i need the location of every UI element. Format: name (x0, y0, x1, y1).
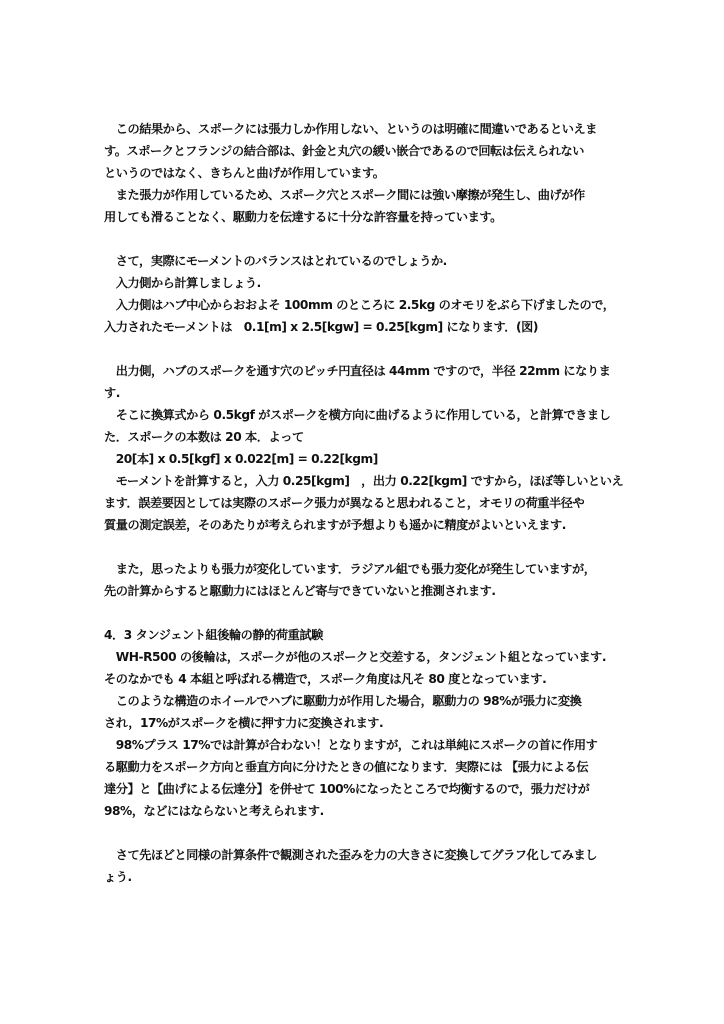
blank-line (104, 228, 622, 250)
paragraph-line: このような構造のホイールでハブに駆動力が作用した場合，駆動力の 98%が張力に変換 (104, 694, 582, 708)
paragraph-line: 入力されたモーメントは 0.1[m] x 2.5[kgw] = 0.25[kgm] になります．(図) (104, 320, 538, 334)
paragraph-line: そこに換算式から 0.5kgf がスポークを横方向に曲げるように作用している，と計算できまし (104, 408, 611, 422)
paragraph-line: さて，実際にモーメントのバランスはとれているのでしょうか. (104, 254, 447, 268)
paragraph-line: 達分】と【曲げによる伝達分】を併せて 100%になったところで均衡するので，張力だけが (104, 782, 590, 796)
paragraph-line: というのではなく、きちんと曲げが作用しています。 (104, 166, 385, 180)
paragraph-line: た．スポークの本数は 20 本．よって (104, 430, 304, 444)
blank-line (104, 338, 622, 360)
paragraph-line: 入力側から計算しましょう. (104, 276, 261, 290)
paragraph-line: ょう. (104, 870, 132, 884)
paragraph-line: さて先ほどと同様の計算条件で観測された歪みを力の大きさに変換してグラフ化してみまし (104, 848, 597, 862)
section-heading: 4．3 タンジェント組後輪の静的荷重試験 (104, 628, 323, 642)
formula-line: 20[本] x 0.5[kgf] x 0.022[m] = 0.22[kgm] (104, 452, 378, 466)
paragraph-line: また張力が作用しているため、スポーク穴とスポーク間には強い摩擦が発生し、曲げが作 (104, 188, 585, 202)
paragraph-line: また，思ったよりも張力が変化しています．ラジアル組でも張力変化が発生していますが， (104, 562, 596, 576)
paragraph-line: 先の計算からすると駆動力にはほとんど寄与できていないと推測されます. (104, 584, 496, 598)
blank-line (104, 602, 622, 624)
blank-line (104, 822, 622, 844)
paragraph-line: 入力側はハブ中心からおおよそ 100mm のところに 2.5kg のオモリをぶら下げましたので， (104, 298, 615, 312)
paragraph-line: この結果から、スポークには張力しか作用しない、というのは明確に間違いであるといえま (104, 122, 597, 136)
paragraph-line: WH-R500 の後輪は，スポークが他のスポークと交差する，タンジェント組となっています. (104, 650, 607, 664)
paragraph-line: す. (104, 386, 120, 400)
document-body (104, 118, 622, 888)
paragraph-line: る駆動力をスポーク方向と垂直方向に分けたときの値になります．実際には 【張力による伝 (104, 760, 589, 774)
paragraph-line: 98%プラス 17%では計算が合わない！となりますが，これは単純にスポークの首に作用す (104, 738, 598, 752)
paragraph-line: 用しても滑ることなく、駆動力を伝達するに十分な許容量を持っています。 (104, 210, 502, 224)
paragraph-line: ます．誤差要因としては実際のスポーク張力が異なると思われること，オモリの荷重半径や (104, 496, 585, 510)
paragraph-line: され，17%がスポークを横に押す力に変換されます. (104, 716, 384, 730)
blank-line (104, 536, 622, 558)
paragraph-line: す。スポークとフランジの結合部は、針金と丸穴の緩い嵌合であるので回転は伝えられない (104, 144, 584, 158)
paragraph-line: 出力側，ハブのスポークを通す穴のピッチ円直径は 44mm ですので，半径 22mm になりま (104, 364, 611, 378)
paragraph-line: 98%，などにはならないと考えられます. (104, 804, 324, 818)
paragraph-line: 質量の測定誤差，そのあたりが考えられますが予想よりも遥かに精度がよいといえます. (104, 518, 566, 532)
paragraph-line: モーメントを計算すると，入力 0.25[kgm] ，出力 0.22[kgm] ですから，ほぼ等しいといえ (104, 474, 624, 488)
paragraph-line: そのなかでも 4 本組と呼ばれる構造で，スポーク角度は凡そ 80 度となっています. (104, 672, 547, 686)
